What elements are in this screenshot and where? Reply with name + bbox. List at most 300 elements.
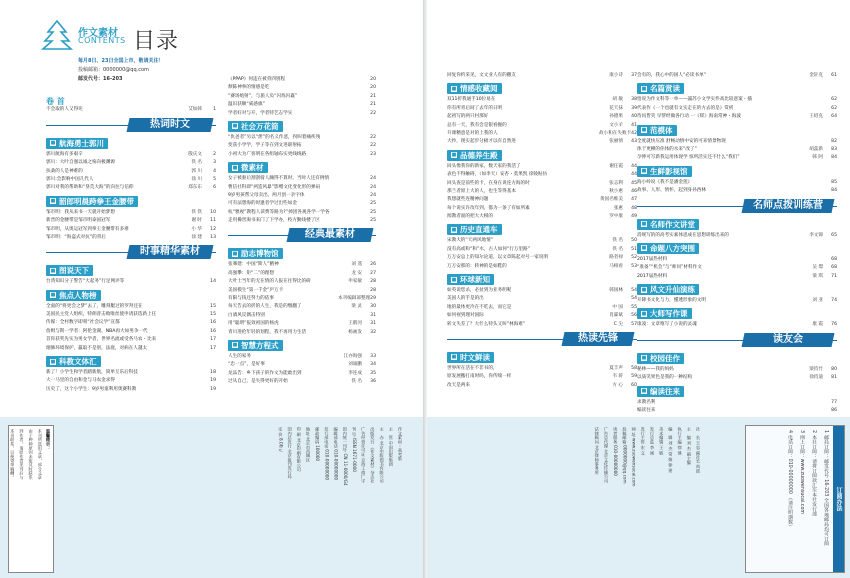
toc-entry-page: 62 — [831, 97, 837, 103]
subsection-marker-icon: ■ — [232, 342, 238, 349]
left-imprint-text — [53, 427, 403, 573]
toc-entry-title: “仇爸者”另以“泄”的名义作恶，拐叫着痛疾残 — [228, 134, 321, 140]
column-banner — [228, 225, 376, 245]
toc-entry-author: 李连成 — [348, 370, 362, 376]
toc-entry-title: 如何视到理对国际 — [447, 313, 484, 319]
toc-entry[interactable] — [447, 205, 637, 213]
toc-entry-title: 回头查是前些的卡，在身在说连方海的时 — [447, 180, 530, 186]
toc-entry-page: 22 — [370, 134, 376, 140]
toc-entry[interactable] — [637, 374, 837, 382]
subsection-heading — [637, 284, 699, 295]
toc-entry-author: 郭 川 — [191, 168, 202, 174]
toc-entry[interactable] — [447, 163, 637, 171]
toc-entry-author — [338, 287, 362, 295]
toc-entry-author: 方 心 — [612, 382, 623, 388]
subsection-marker-icon: ■ — [451, 276, 457, 283]
toc-entry-page: 15 — [210, 312, 216, 318]
toc-entry[interactable] — [46, 168, 216, 176]
toc-entry-title: 全面的“将更会之梦”去了，雕刻艇过的罗拜还在 — [46, 303, 143, 309]
toc-entry-page: 19 — [210, 386, 216, 392]
toc-entry-page: 18 — [210, 370, 216, 376]
toc-entry-title: 回头像我你的新家，数天家的我活了 — [447, 163, 521, 169]
toc-entry[interactable] — [637, 273, 837, 281]
toc-entry-author — [178, 345, 202, 353]
toc-entry-title: 美国模生“第一千金”庐万卡 — [228, 287, 284, 293]
toc-entry[interactable] — [228, 303, 376, 311]
subsection-heading — [447, 352, 494, 363]
toc-entry-title: 闻教者面的把大大相的 — [447, 214, 493, 220]
toc-entry-author: 王绍克 — [809, 114, 823, 120]
toc-entry[interactable] — [447, 304, 637, 312]
subsection-marker-icon: ■ — [451, 85, 457, 92]
toc-entry-title: 会有的，我心中的国人“必读书单” — [637, 73, 707, 78]
toc-entry[interactable] — [228, 134, 376, 142]
subsection-marker-icon: ■ — [641, 388, 647, 395]
toc-entry[interactable] — [46, 345, 216, 353]
toc-entry-author — [799, 399, 823, 407]
imprint-line: 主 办 北京中版图书有限公司 — [379, 427, 385, 483]
subsection-heading — [637, 166, 692, 177]
toc-entry[interactable] — [228, 76, 376, 84]
toc-entry-page: 11 — [210, 218, 216, 224]
toc-entry-title: 张骞建：中国“斯人”精神 — [228, 262, 279, 268]
toc-entry-author: 中 国 — [612, 304, 623, 310]
toc-entry-title: 白酒风反偶击特别 — [228, 312, 265, 318]
column-banner-title — [287, 228, 374, 242]
toc-entry-title: 变获小学学，学子等在到文进职射拓 — [228, 143, 302, 149]
banner-text: 时事精华素材 — [140, 246, 200, 258]
subsection-row — [46, 262, 216, 278]
toc-entry-page: 56 — [631, 313, 637, 319]
toc-entry[interactable] — [46, 319, 216, 327]
notice-text — [11, 429, 51, 569]
subsection-title: 生鲜影视馆 — [650, 166, 688, 176]
subsection-marker-icon: ■ — [641, 286, 647, 293]
toc-entry[interactable] — [637, 154, 837, 162]
toc-entry[interactable] — [637, 72, 837, 80]
toc-entry-title: 不会取的人又得诧 — [46, 107, 83, 113]
toc-entry[interactable] — [228, 101, 376, 109]
brand-cn: 作文素材 — [78, 28, 118, 39]
imprint-line: 投稿邮箱 0000000@qq.com — [622, 427, 628, 484]
toc-entry-page: 26 — [370, 262, 376, 268]
subsection-heading — [447, 83, 502, 94]
toc-entry[interactable] — [46, 159, 216, 167]
toc-entry-page: 27 — [370, 270, 376, 276]
toc-entry[interactable] — [228, 378, 376, 386]
subsection-title: 范模体 — [650, 125, 673, 135]
toc-entry-title: 9岁男孩帮父母卖出，两月创一亲字体 — [228, 192, 305, 198]
toc-entry[interactable] — [228, 175, 376, 183]
toc-entry-author: 梁 琪 — [812, 273, 823, 279]
toc-entry-page: 74 — [831, 298, 837, 304]
imprint-line: 编辑部电话 010-00000000 — [333, 427, 339, 481]
toc-entry[interactable] — [637, 113, 837, 121]
toc-entry[interactable] — [447, 263, 637, 271]
toc-entry[interactable] — [637, 399, 837, 407]
toc-entry[interactable] — [637, 187, 837, 195]
toc-entry[interactable] — [637, 321, 837, 329]
toc-entry[interactable] — [46, 184, 216, 192]
toc-entry[interactable] — [637, 297, 837, 305]
toc-entry-page: 12 — [210, 226, 216, 232]
toc-entry-title: 海小岭说《我不是潘金莲》 — [637, 179, 693, 185]
toc-entry[interactable] — [447, 72, 637, 80]
toc-entry[interactable] — [228, 312, 376, 320]
subsection-marker-icon: ■ — [50, 267, 56, 274]
toc-entry-author: 江亦海强 — [343, 353, 362, 359]
toc-entry-author — [799, 138, 823, 146]
imprint-line: 美术编辑 王 敏 — [659, 427, 665, 455]
subsection-heading — [228, 248, 283, 259]
toc-entry-author — [338, 151, 362, 159]
toc-entry[interactable] — [46, 151, 216, 159]
toc-entry-author: 谢 时 — [191, 218, 202, 224]
toc-entry-title: 曹信社科即“两造风暴”影赠文化变化形的弹码 — [228, 184, 321, 190]
toc-entry-page: 24 — [370, 176, 376, 182]
toc-entry-title: 用“聪明”报效祖国的杨虎 — [228, 321, 279, 327]
subsection-marker-icon: ■ — [641, 355, 647, 362]
toc-entry[interactable] — [228, 261, 376, 269]
toc-entry[interactable] — [228, 329, 376, 337]
subsection-title: 名师作文讲堂 — [650, 219, 695, 229]
toc-entry-author: 秋小惠 — [609, 188, 623, 194]
toc-entry[interactable] — [447, 96, 637, 104]
toc-entry[interactable] — [228, 295, 376, 303]
toc-entry[interactable] — [637, 264, 837, 272]
toc-entry[interactable] — [447, 382, 637, 390]
toc-entry-title: 体于更柳的你体的水来“改了” — [637, 146, 697, 152]
subsection-title: 韶郎明晨跨拳王金腰带 — [59, 196, 134, 206]
toc-entry-title: 《PPAP》何违在被背四别程 — [228, 77, 286, 82]
toc-entry-title: 2017届热材料 — [637, 273, 668, 279]
toc-entry-title: 故事、人形、情怀，起到身孙西林 — [637, 188, 706, 194]
toc-entry-title: 2017届热材料 — [637, 256, 668, 262]
toc-entry-title: 我想就些连精神问题 — [447, 197, 489, 203]
notice-line: 本刊所选用文章，部分文章 — [37, 429, 43, 480]
toc-entry[interactable] — [447, 287, 637, 295]
subsection-marker-icon: ■ — [641, 85, 647, 92]
toc-entry-author: 龙 安 — [351, 270, 362, 276]
toc-entry-title: 美国人的手是的出 — [447, 296, 484, 302]
toc-entry-author: 殷庆文 — [188, 151, 202, 157]
toc-entry-author — [338, 84, 362, 92]
toc-entry[interactable] — [637, 407, 837, 415]
subsection-row — [228, 118, 376, 134]
toc-entry[interactable] — [637, 138, 837, 146]
toc-entry[interactable] — [46, 106, 216, 114]
imprint-line: 读者服务 010-00000000 — [613, 427, 619, 476]
subsection-row — [447, 147, 637, 163]
banner-text: 经典最素材 — [305, 229, 355, 241]
toc-entry[interactable] — [228, 200, 376, 208]
toc-entry-title: 女子被驱后割刮骑人蹦得不算时，当时人还有例情 — [228, 176, 330, 182]
toc-entry[interactable] — [637, 105, 837, 113]
toc-entry-title: 詹姆与斯一学者：阿伦金湖、NBA再大如男争一代 — [46, 328, 148, 334]
subsection-title: 环球新知 — [460, 275, 490, 285]
toc-entry-page: 21 — [370, 102, 376, 108]
toc-entry[interactable] — [46, 176, 216, 184]
toc-entry[interactable] — [228, 353, 376, 361]
banner-text: 读友会 — [773, 333, 803, 345]
subsection-row — [447, 271, 637, 287]
toc-entry-page: 30 — [370, 304, 376, 310]
toc-entry[interactable] — [447, 180, 637, 188]
toc-entry[interactable] — [447, 188, 637, 196]
toc-entry[interactable] — [447, 138, 637, 146]
toc-entry-author — [338, 93, 362, 101]
subsection-row — [228, 159, 376, 175]
toc-entry-page: 38 — [631, 97, 637, 103]
toc-entry[interactable] — [637, 179, 837, 187]
toc-entry[interactable] — [447, 246, 637, 254]
toc-entry[interactable] — [228, 287, 376, 295]
toc-entry-page: 43 — [631, 139, 637, 145]
subsection-heading — [637, 243, 699, 254]
toc-entry-title: 万万安那的：转神的是如鞋的 — [447, 263, 507, 269]
subsection-title: 焦点人物榜 — [59, 290, 97, 300]
toc-entry[interactable] — [46, 377, 216, 385]
toc-entry[interactable] — [637, 96, 837, 104]
toc-entry-title: 新晋的金腰带是邹市明泰国冠军 — [46, 218, 111, 224]
toc-entry[interactable] — [228, 184, 376, 192]
toc-entry[interactable] — [46, 226, 216, 234]
toc-entry[interactable] — [46, 278, 216, 286]
toc-entry-title: 郭川：大叶自强以诚之殇向极渊源 — [46, 160, 115, 166]
toc-entry[interactable] — [228, 93, 376, 101]
subsection-marker-icon: ■ — [232, 250, 238, 257]
toc-entry-page: 16 — [210, 328, 216, 334]
toc-entry[interactable] — [447, 122, 637, 130]
toc-entry[interactable] — [46, 336, 216, 344]
toc-entry[interactable] — [447, 312, 637, 320]
subsection-heading — [46, 290, 101, 301]
toc-entry[interactable] — [46, 311, 216, 319]
toc-entry[interactable] — [46, 209, 216, 217]
notice-line: 本刊联系，以便寄奉稿酬。 — [10, 429, 16, 480]
subsection-heading — [46, 138, 108, 149]
toc-entry[interactable] — [637, 366, 837, 374]
imprint-line: 法律顾问 北京律师事务所 — [594, 427, 600, 475]
toc-entry-author — [799, 256, 823, 264]
subsection-marker-icon: ■ — [50, 140, 56, 147]
imprint-line: 主 管 中国出版集团 — [388, 427, 394, 467]
banner-text: 名师点拨训练营 — [753, 199, 823, 211]
imprint-line: 定 价 8.00元 — [278, 427, 284, 452]
toc-entry-title: 编读往来 — [637, 408, 656, 414]
toc-entry-author — [338, 200, 362, 208]
toc-entry-page: 31 — [370, 312, 376, 318]
toc-entry-author: 故小和在失败卡 — [599, 130, 632, 136]
toc-entry-page: 1 — [213, 107, 216, 113]
toc-entry[interactable] — [228, 209, 376, 217]
toc-entry[interactable] — [447, 171, 637, 179]
subsection-title: 命题八方突围 — [650, 243, 695, 253]
toc-entry[interactable] — [447, 254, 637, 262]
subsection-row — [46, 287, 216, 303]
toc-entry-author: 佚 名 — [351, 379, 362, 385]
toc-entry-author — [799, 179, 823, 187]
imprint-line: 编 辑 刘 杰 常 娟 徐 建 — [668, 427, 674, 473]
imprint-line: 作文素材・高考版 — [398, 427, 403, 461]
toc-entry-page: 59 — [631, 374, 637, 380]
toc-entry[interactable] — [447, 196, 637, 204]
subsection-heading — [637, 386, 684, 397]
toc-entry[interactable] — [228, 320, 376, 328]
toc-entry-title: 悟说为作文科等一单——諴苏小文学实件高比较意案・插 — [637, 97, 752, 103]
toc-entry-author: 佚 名 — [612, 246, 623, 252]
toc-entry-page: 42 — [631, 130, 637, 136]
toc-entry-page: 83 — [831, 146, 837, 152]
toc-entry[interactable] — [228, 270, 376, 278]
toc-entry-author: 本刊编辑部整理 — [338, 296, 371, 302]
toc-entry-title: 全度就快压准 舒畅动情中安的可来情景物现 — [637, 138, 726, 144]
toc-entry-author — [599, 171, 623, 179]
toc-entry-author — [338, 101, 362, 109]
toc-entry-author — [599, 295, 623, 303]
toc-entry-author — [338, 142, 362, 150]
banner-text: 热词时文 — [150, 118, 190, 130]
toc-entry[interactable] — [447, 365, 637, 373]
toc-entry[interactable] — [46, 217, 216, 225]
toc-entry[interactable] — [46, 303, 216, 311]
toc-entry-author: 徐 川 — [191, 176, 202, 182]
toc-entry-title: 原发展搬打南时吗，你传喘一样 — [447, 374, 512, 380]
toc-entry-author: 李文锦 — [809, 232, 823, 238]
imprint-line: 社 长 王忠 副社长 尚波 — [696, 427, 701, 473]
toc-entry[interactable] — [46, 386, 216, 394]
toc-entry[interactable] — [637, 146, 837, 154]
toc-entry-page: 80 — [831, 366, 837, 372]
toc-entry-page: 50 — [631, 238, 637, 244]
imprint-line: 执行主编 徐 建 — [677, 427, 683, 455]
toc-entry-page: 25 — [370, 209, 376, 215]
toc-entry-author — [799, 407, 823, 415]
column-banner-title — [562, 332, 635, 346]
toc-entry[interactable] — [46, 369, 216, 377]
toc-entry[interactable] — [228, 361, 376, 369]
toc-entry-author: 韩 阿 — [812, 155, 823, 161]
subsection-row — [447, 221, 637, 237]
toc-entry-title: 孕伸可写新我运用体现学 惊所活实还不什么“我们” — [637, 155, 740, 161]
toc-entry-page: 2 — [213, 151, 216, 157]
toc-entry[interactable] — [228, 370, 376, 378]
toc-entry[interactable] — [637, 232, 837, 240]
toc-entry-author: 金轩克 — [809, 73, 823, 78]
toc-entry-title: 传媒：全村数字即刻“社会议学”宣都 — [46, 320, 120, 326]
section-heading: 卷 首 — [46, 97, 65, 106]
subsection-title: 编读往来 — [650, 386, 680, 396]
toc-entry[interactable] — [46, 234, 216, 242]
column-banner-title — [127, 118, 214, 132]
toc-entry-page: 51 — [631, 246, 637, 252]
toc-entry-title: 起初写的两只村那好 — [447, 114, 489, 120]
toc-entry[interactable] — [228, 110, 376, 118]
toc-entry-author — [338, 312, 362, 320]
subsection-heading — [637, 308, 692, 319]
toc-entry-author: 韦 蒋 — [612, 374, 623, 380]
toc-entry-page: 86 — [831, 408, 837, 414]
toc-entry[interactable] — [447, 213, 637, 221]
banner-text: 热读先锋 — [578, 332, 618, 344]
toc-entry[interactable] — [228, 151, 376, 159]
toc-entry[interactable] — [228, 278, 376, 286]
toc-entry-title: 总有一天，我有会是银看握的 — [447, 122, 507, 128]
toc-entry-title: 消规写的的高考实素体思成在思想训练出来的 — [637, 232, 729, 238]
toc-entry[interactable] — [447, 321, 637, 329]
imprint-line: 发行总监 李 刚 — [649, 427, 655, 455]
subsection-marker-icon: ■ — [641, 245, 647, 252]
toc-entry[interactable] — [447, 237, 637, 245]
toc-entry-author: C 尖 — [613, 321, 623, 327]
toc-entry[interactable] — [447, 295, 637, 303]
toc-entry-page: 64 — [831, 114, 837, 120]
toc-entry-author: 佚 名 — [191, 160, 202, 166]
toc-entry[interactable] — [447, 113, 637, 121]
toc-entry-page: 10 — [210, 209, 216, 215]
toc-entry-author: 张惠 — [613, 205, 623, 211]
toc-entry-title: 代表作《一个也就有文实走在的方去的是》赏析 — [637, 105, 734, 111]
post-code-line: 邮发代号：16-203 — [78, 76, 123, 82]
subsection-title: 励志博物馆 — [241, 249, 279, 259]
toc-entry-title: 过从自己，是失得更好的开始 — [228, 379, 288, 385]
toc-entry-author — [178, 303, 202, 311]
subsection-row — [447, 349, 637, 365]
subsection-marker-icon: ■ — [50, 358, 56, 365]
column-banner-title — [127, 245, 214, 259]
toc-entry-author: 谢任霞 — [609, 163, 623, 169]
subsection-heading — [637, 219, 699, 230]
subsection-row — [637, 350, 837, 366]
toc-entry-title: 改天是两来 — [447, 382, 470, 388]
toc-entry-author — [338, 76, 362, 84]
toc-entry-page: 17 — [210, 345, 216, 351]
toc-entry-author — [799, 96, 823, 104]
toc-entry-author: 夏丰声 — [609, 365, 623, 371]
toc-entry-page: 25 — [370, 201, 376, 207]
toc-entry[interactable] — [46, 328, 216, 336]
notice-line: 到作者，请原作者见刊后与 — [19, 429, 25, 480]
toc-entry[interactable] — [447, 130, 637, 138]
toc-entry-title: 美国民主党人组织，特朗普击败唯丝使申请获选新上任 — [46, 312, 157, 318]
toc-entry[interactable] — [228, 217, 376, 225]
toc-entry-page: 3 — [213, 160, 216, 166]
subsection-title: 校园佳作 — [650, 353, 680, 363]
toc-entry-author — [338, 134, 362, 142]
subsection-row — [637, 216, 837, 232]
toc-entry[interactable] — [637, 256, 837, 264]
toc-entry[interactable] — [228, 84, 376, 92]
toc-entry-author: 佚 名 — [612, 238, 623, 244]
toc-entry[interactable] — [447, 105, 637, 113]
toc-entry-author: 杨画发 — [348, 329, 362, 335]
subsection-row — [637, 163, 837, 179]
toc-entry-title: 开降书文化与力，懂透形象的文明 — [637, 298, 706, 304]
toc-entry-page: 48 — [631, 205, 637, 211]
toc-entry-author: 刘诚鹏 — [348, 362, 362, 368]
toc-entry-author: 胡蕊新 — [809, 146, 823, 152]
imprint-line: 刊 号 ISSN 1671-0000 — [351, 427, 357, 472]
toc-entry-author: 康小诗 — [609, 73, 623, 78]
toc-entry-author: 梁 灵 — [351, 304, 362, 310]
toc-entry-author: 花天抹 — [609, 105, 623, 111]
toc-entry-page: 37 — [631, 73, 637, 78]
subsection-heading — [637, 353, 684, 364]
toc-entry[interactable] — [228, 192, 376, 200]
left-page — [0, 0, 423, 578]
toc-entry[interactable] — [228, 142, 376, 150]
toc-entry[interactable] — [447, 373, 637, 381]
